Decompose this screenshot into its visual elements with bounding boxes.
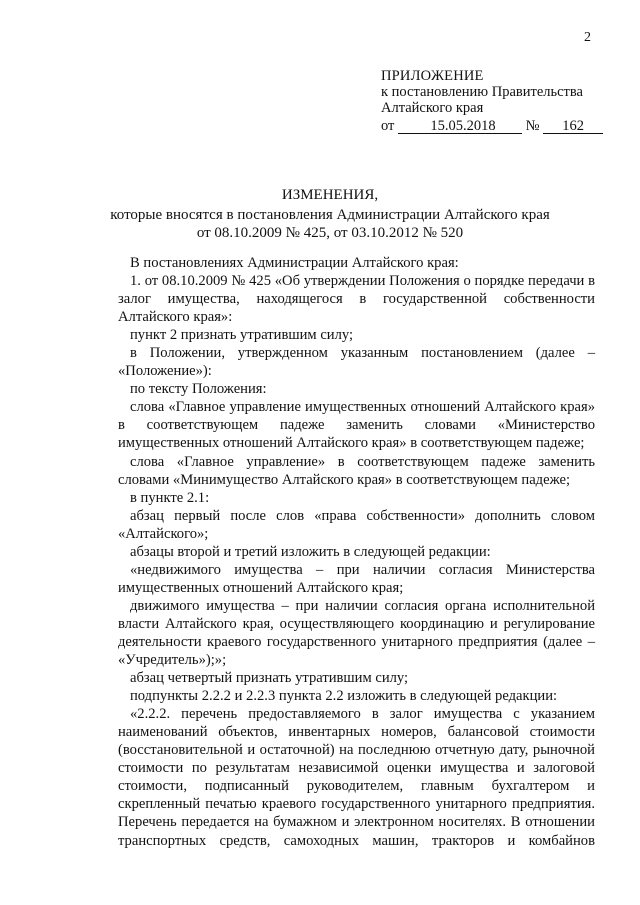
appendix-date-line xyxy=(381,118,603,134)
paragraph: абзац четвертый признать утратившим силу; xyxy=(130,670,409,687)
paragraph: 1. от 08.10.2009 № 425 «Об утверждении Положения о порядке передачи в залог имущества, находящегося в государственной собственности Алтайского края»: xyxy=(118,273,595,326)
title-block xyxy=(60,186,600,242)
appendix-number: 162 xyxy=(543,119,603,134)
paragraph: пункт 2 признать утратившим силу; xyxy=(130,327,354,344)
appendix-block xyxy=(381,68,603,134)
paragraph: по тексту Положения: xyxy=(130,381,267,398)
appendix-line-1: к постановлению Правительства xyxy=(381,84,583,100)
paragraph: В постановлениях Администрации Алтайского края: xyxy=(130,255,459,271)
page-number: 2 xyxy=(584,30,591,45)
title-subline-1: которые вносятся в постановления Администрации Алтайского края xyxy=(110,207,550,223)
paragraph: «2.2.2. перечень предоставляемого в залог имущества с указанием наименований объектов, инвентарных номеров, балансовой стоимости (восстановительной и остаточной) на последнюю отчетную дату, рыночной стоимости по результатам независимой оценки имущества и залоговой стоимости, подписанный руководителем, главным бухгалтером и скрепленный печатью краевого государственного унитарного предприятия. Перечень передается на бумажном и электронном носителях. В отношении транспортных средств, самоходных машин, тракторов и комбайнов xyxy=(118,706,595,849)
document-title: ИЗМЕНЕНИЯ, xyxy=(281,187,379,203)
paragraph: в Положении, утвержденном указанным постановлением (далее – «Положение»): xyxy=(118,345,595,380)
date-prefix: от xyxy=(381,118,395,134)
paragraph: абзацы второй и третий изложить в следующей редакции: xyxy=(130,543,491,560)
appendix-line-2: Алтайского края xyxy=(381,100,484,116)
paragraph: в пункте 2.1: xyxy=(130,489,210,506)
title-subline-2: от 08.10.2009 № 425, от 03.10.2012 № 520 xyxy=(196,225,464,241)
appendix-heading: ПРИЛОЖЕНИЕ xyxy=(381,68,484,84)
paragraph: движимого имущества – при наличии согласия органа исполнительной власти Алтайского края, осуществляющего координацию и регулирование деятельности краевого государственного унитарного предприятия (далее – «Учредитель»);»; xyxy=(118,597,595,669)
paragraph: подпункты 2.2.2 и 2.2.3 пункта 2.2 изложить в следующей редакции: xyxy=(130,688,558,705)
paragraph: абзац первый после слов «права собственности» дополнить словом «Алтайского»; xyxy=(118,507,595,542)
number-sign: № xyxy=(525,118,540,134)
paragraph: слова «Главное управление» в соответствующем падеже заменить словами «Минимущество Алтайского края» в соответствующем падеже; xyxy=(118,453,595,488)
paragraph: слова «Главное управление имущественных отношений Алтайского края» в соответствующем падеже заменить словами «Министерство имущественных отношений Алтайского края» в соответствующем падеже; xyxy=(118,399,595,452)
paragraph: «недвижимого имущества – при наличии согласия Министерства имущественных отношений Алтайского края; xyxy=(118,561,595,596)
appendix-date: 15.05.2018 xyxy=(398,119,522,134)
document-body xyxy=(118,254,595,850)
